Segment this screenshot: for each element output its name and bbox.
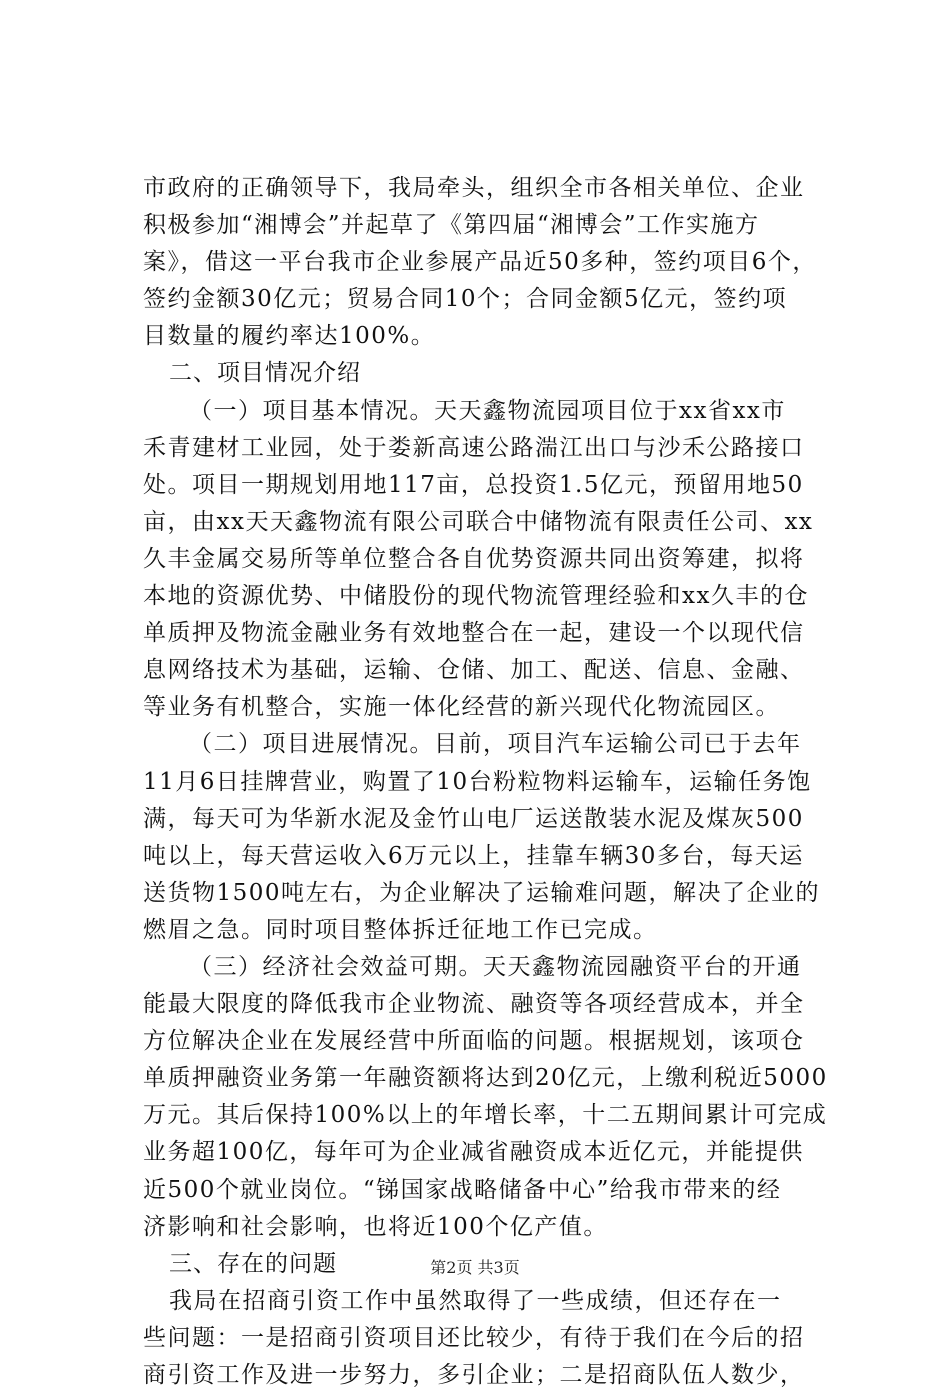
text-line: 单质押融资业务第一年融资额将达到20亿元，上缴利税近5000 (143, 1065, 828, 1092)
text-line: 满，每天可为华新水泥及金竹山电厂运送散装水泥及煤灰500 (143, 805, 804, 832)
text-line: 息网络技术为基础，运输、仓储、加工、配送、信息、金融、 (143, 657, 805, 684)
text-line: 签约金额30亿元；贸易合同10个；合同金额5亿元，签约项 (143, 286, 788, 313)
text-line: 商引资工作及进一步努力，多引企业；二是招商队伍人数少， (143, 1362, 805, 1388)
text-line: 处。项目一期规划用地117亩，总投资1.5亿元，预留用地50 (143, 471, 804, 498)
text-line: 送货物1500吨左右，为企业解决了运输难问题，解决了企业的 (143, 879, 821, 906)
page-footer: 第2页 共3页 (430, 1258, 520, 1277)
text-line: 禾青建材工业园，处于娄新高速公路湍江出口与沙禾公路接口 (143, 434, 805, 461)
text-line: 业务超100亿，每年可为企业减省融资成本近亿元，并能提供 (143, 1139, 804, 1166)
text-line: 三、存在的问题 (169, 1250, 337, 1277)
text-line: 些问题：一是招商引资项目还比较少，有待于我们在今后的招 (143, 1324, 805, 1351)
text-line: （二）项目进展情况。目前，项目汽车运输公司已于去年 (189, 731, 802, 758)
text-line: 亩，由xx天天鑫物流有限公司联合中储物流有限责任公司、xx (143, 508, 814, 535)
text-line: 二、项目情况介绍 (169, 360, 361, 387)
document-body (143, 170, 843, 1394)
text-line: 本地的资源优势、中储股份的现代物流管理经验和xx久丰的仓 (143, 583, 809, 610)
text-line: 我局在招商引资工作中虽然取得了一些成绩，但还存在一 (169, 1287, 782, 1314)
text-line: 11月6日挂牌营业，购置了10台粉粒物料运输车，运输任务饱 (143, 768, 812, 795)
text-line: 市政府的正确领导下，我局牵头，组织全市各相关单位、企业 (143, 175, 805, 201)
text-line: 济影响和社会影响，也将近100个亿产值。 (143, 1213, 608, 1240)
text-line: 能最大限度的降低我市企业物流、融资等各项经营成本，并全 (143, 991, 805, 1018)
text-line: （三）经济社会效益可期。天天鑫物流园融资平台的开通 (189, 953, 802, 980)
text-line: 燃眉之急。同时项目整体拆迁征地工作已完成。 (143, 916, 658, 943)
text-line: 目数量的履约率达100%。 (143, 323, 436, 350)
text-line: 久丰金属交易所等单位整合各自优势资源共同出资筹建，拟将 (143, 545, 805, 572)
text-line: 案》，借这一平台我市企业参展产品近50多种，签约项目6个， (143, 249, 817, 276)
text-line: 单质押及物流金融业务有效地整合在一起，建设一个以现代信 (143, 620, 805, 647)
text-line: 积极参加“湘博会”并起草了《第四届“湘博会”工作实施方 (143, 212, 760, 239)
text-line: 等业务有机整合，实施一体化经营的新兴现代化物流园区。 (143, 694, 780, 721)
text-line: 近500个就业岗位。“锑国家战略储备中心”给我市带来的经 (143, 1176, 782, 1203)
text-line: 方位解决企业在发展经营中所面临的问题。根据规划，该项仓 (143, 1028, 805, 1055)
text-line: （一）项目基本情况。天天鑫物流园项目位于xx省xx市 (189, 397, 786, 424)
text-line: 万元。其后保持100%以上的年增长率，十二五期间累计可完成 (143, 1102, 828, 1129)
text-line: 吨以上，每天营运收入6万元以上，挂靠车辆30多台，每天运 (143, 842, 804, 869)
